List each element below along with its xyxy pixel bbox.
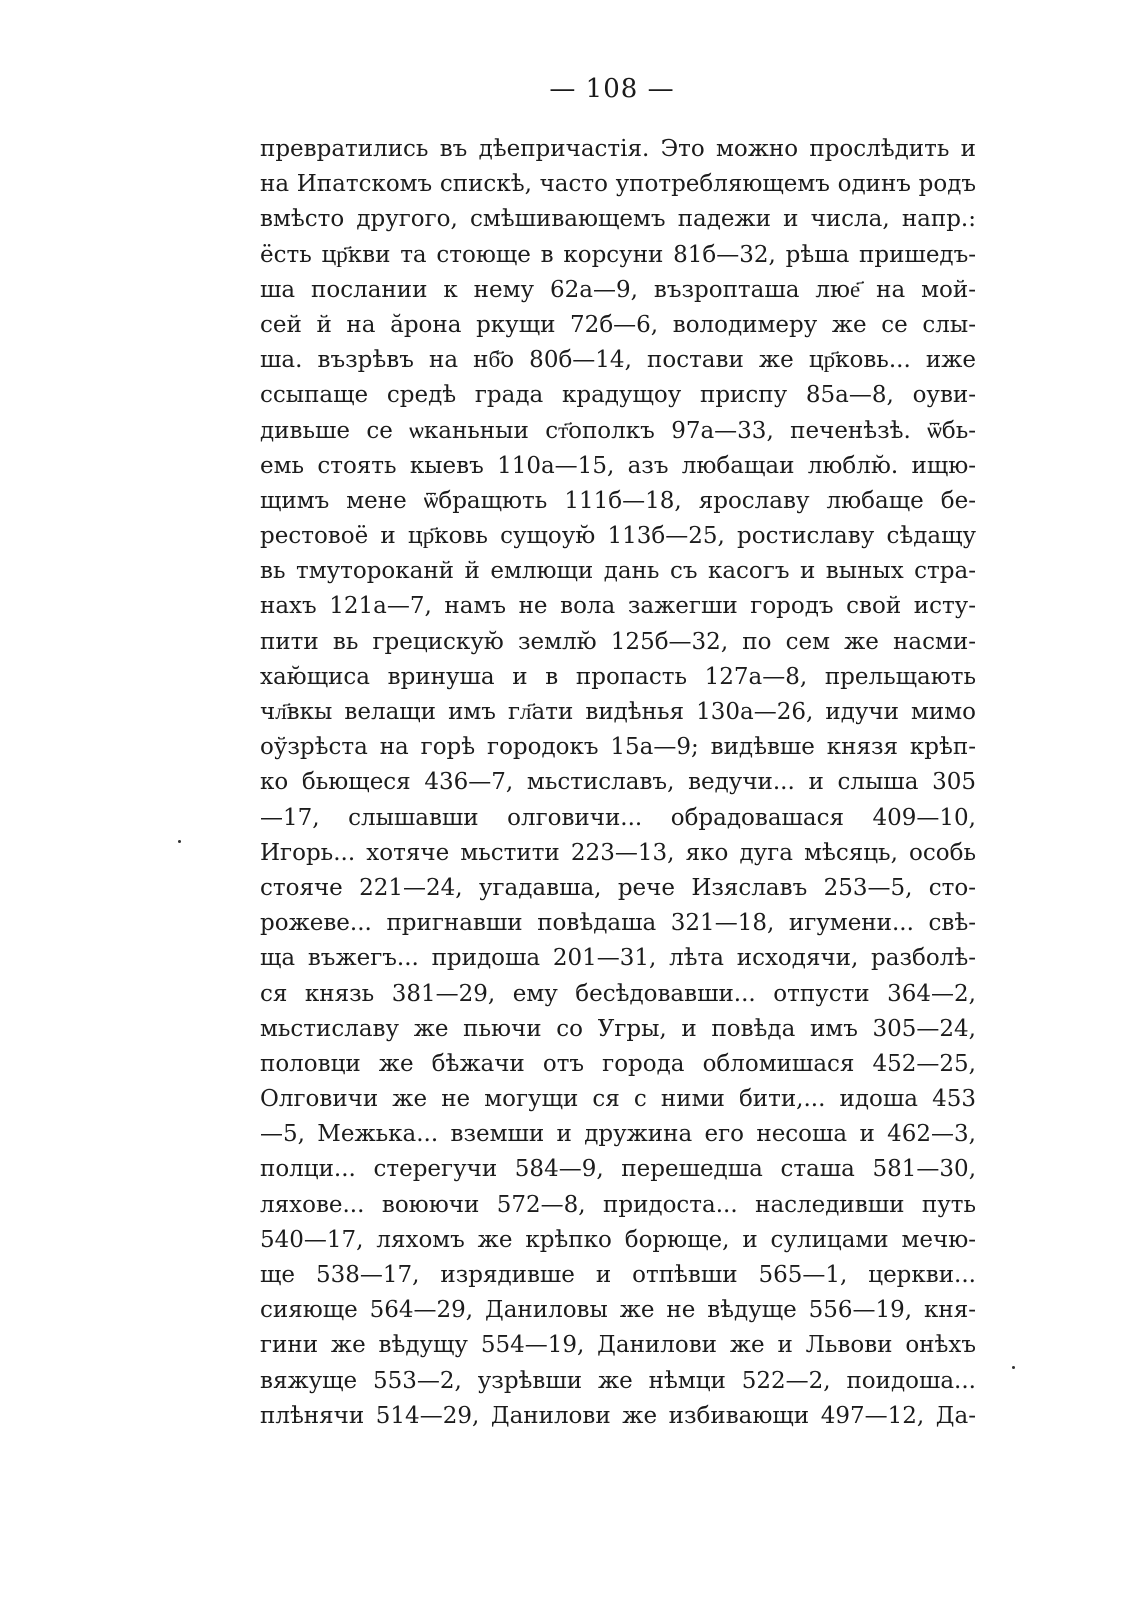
text-line: —17, слышавши олговичи... обрадовашася 409—10,	[260, 804, 976, 831]
text-line: оўзрѣста на горѣ городокъ 15а—9; видѣвше князя крѣп-	[260, 734, 976, 761]
text-line: ще 538—17, изрядивше и отпѣвши 565—1, церкви...	[260, 1262, 976, 1288]
page-number: — 108 —	[549, 74, 675, 104]
margin-speck	[1012, 1366, 1015, 1369]
text-line: сей й на ӑрона ркущи 72б—6, володимеру же се слы-	[260, 311, 976, 338]
text-line: сияюще 564—29, Даниловы же не вѣдуще 556—19, кня-	[260, 1297, 976, 1324]
text-line: ша послании к нему 62а—9, възропташа люе҃ на мой-	[260, 276, 976, 303]
text-line: ша. възрѣвъ на нб҃о 80б—14, постави же цр҃ковь... иже	[260, 347, 976, 374]
text-line: полци... стерегучи 584—9, перешедша сташа 581—30,	[260, 1156, 976, 1183]
text-line: вмѣсто другого, смѣшивающемъ падежи и числа, напр.:	[260, 206, 976, 233]
text-line: ссыпаще средѣ града крадущоу приспу 85а—8, оуви-	[260, 382, 976, 409]
body-text	[260, 132, 976, 1434]
text-line: 540—17, ляхомъ же крѣпко борюще, и сулицами мечю-	[260, 1226, 976, 1253]
text-line: ща въжегъ... придоша 201—31, лѣта исходячи, разболѣ-	[260, 945, 976, 972]
text-line: превратились въ дѣепричастія. Это можно прослѣдить и	[260, 136, 976, 162]
text-line: на Ипатскомъ спискѣ, часто употребляющемъ одинъ родъ	[260, 171, 976, 198]
text-line: ёсть цр҃кви та стоюще в корсуни 81б—32, рѣша пришедъ-	[260, 241, 976, 268]
text-line: ся князь 381—29, ему бесѣдовавши... отпусти 364—2,	[260, 980, 976, 1007]
text-line: гини же вѣдущу 554—19, Данилови же и Львови онѣхъ	[260, 1332, 976, 1359]
text-line: пити вь грецискую̆ землю̆ 125б—32, по сем же насми-	[260, 628, 976, 655]
text-line: Олговичи же не могущи ся с ними бити,... идоша 453	[260, 1086, 976, 1113]
text-line: ко бьющеся 436—7, мьстиславъ, ведучи... и слыша 305	[260, 769, 976, 796]
text-line: щимъ мене ѿбращють 111б—18, ярославу любаще бе-	[260, 487, 976, 514]
text-line: чл҃вкы велащи имъ гл҃ати видѣнья 130а—26, идучи мимо	[260, 699, 976, 725]
text-line: вяжуще 553—2, узрѣвши же нѣмци 522—2, поидоша...	[260, 1367, 976, 1394]
text-line: нахъ 121а—7, намъ не вола зажегши городъ свой исту-	[260, 593, 976, 620]
text-line: вь тмутороканй й емлющи дань съ касогъ и выных стра-	[260, 558, 976, 585]
text-line: Игорь... хотяче мьстити 223—13, яко дуга мѣсяць, особь	[260, 839, 976, 866]
text-line: хаю̆щиса вринуша и в пропасть 127а—8, прельщають	[260, 663, 976, 690]
text-line: плѣнячи 514—29, Данилови же избивающи 497—12, Да-	[260, 1402, 976, 1429]
text-line: дивьше се ѡканьныи ст҃ополкъ 97а—33, печенѣзѣ. ѿбь-	[260, 417, 976, 444]
text-line: ляхове... воюючи 572—8, придоста... наследивши путь	[260, 1191, 976, 1218]
text-line: половци же бѣжачи отъ города обломишася 452—25,	[260, 1050, 976, 1077]
text-line: мьстиславу же пьючи со Угры, и повѣда имъ 305—24,	[260, 1015, 976, 1042]
text-line: емь стоять кыевъ 110а—15, азъ любащаи люблю̆. ищю-	[260, 452, 976, 479]
text-line: рожеве... пригнавши повѣдаша 321—18, игумени... свѣ-	[260, 910, 976, 937]
text-line: стояче 221—24, угадавша, рече Изяславъ 253—5, сто-	[260, 874, 976, 901]
margin-speck	[178, 840, 181, 843]
text-line: —5, Межька... вземши и дружина его несоша и 462—3,	[260, 1121, 976, 1148]
text-line: рестовоё и цр҃ковь сущоую̆ 113б—25, ростиславу сѣдащу	[260, 523, 976, 550]
